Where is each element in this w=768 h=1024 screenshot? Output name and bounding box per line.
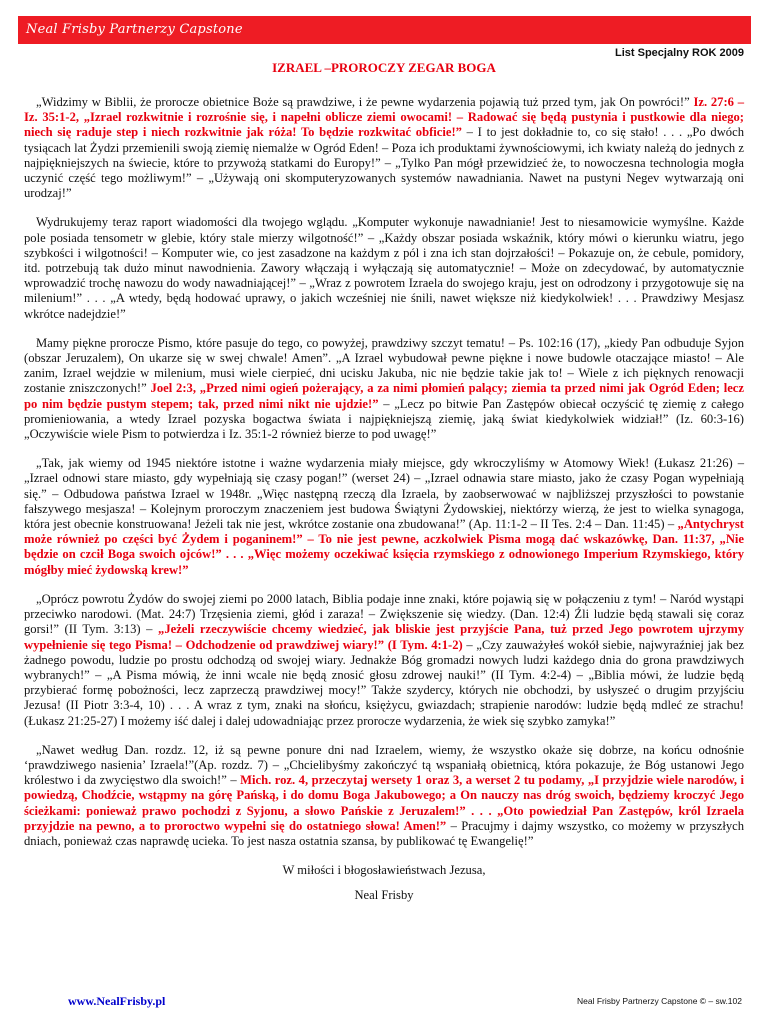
letter-body bbox=[24, 95, 744, 914]
paragraph-4-text: „Tak, jak wiemy od 1945 niektóre istotne i ważne wydarzenia miały miejsce, gdy wkroczyliśmy w Atomowy Wiek! (Łukasz 21:26) – „Izrael odnowi stare miasto, gdy wypełniają się czasy pogan!” (werset 24) – „Izrael odnawia stare miasto, jako że czasy Pogan wypełniają się.” – Odbudowa państwa Izrael w 1948r. „Więc następną rzeczą dla Izraela, by zaobserwować w najbliższej przyszłości to powstanie fałszywego mesjasza! – Kolejnym proroczym znaczeniem jest budowa Świątyni Żydowskiej, niektórzy wierzą, że jest to wielka synagoga, która jest obecnie konstruowana! Jeżeli tak nie jest, wkrótce zostanie ona zbudowana!” (Ap. 11:1-2 – II Tes. 2:4 – Dan. 11:45) – bbox=[24, 456, 744, 532]
paragraph-1-scripture: Iz. 27:6 – Iz. 35:1-2, „Izrael rozkwitnie i rozrośnie się, i napełni oblicze ziemi owocami! – Radować się będą pustynia i pustkowie dla niego; niech się raduje step i niech rozkwitnie jak róża! To będzie rozkwitać obficie!” bbox=[24, 95, 744, 140]
paragraph-1-text: „Widzimy w Biblii, że prorocze obietnice Boże są prawdziwe, i że pewne wydarzenia pojawią tuż przed tym, jak On powróci!” bbox=[36, 95, 694, 109]
closing-line: W miłości i błogosławieństwach Jezusa, bbox=[282, 863, 486, 878]
paragraph-5 bbox=[24, 592, 744, 729]
paragraph-3-scripture: Joel 2:3, „Przed nimi ogień pożerający, a za nimi płomień palący; ziemia ta przed nimi jak Ogród Eden; lecz po nim będzie pustym stepem; tak, przed nimi nikt nie ujdzie!” bbox=[24, 381, 744, 411]
footer-copyright: Neal Frisby Partnerzy Capstone © – sw.102 bbox=[576, 996, 742, 1006]
paragraph-3-text-end: – „Lecz po bitwie Pan Zastępów obiecał oczyścić tę ziemię z całego promieniowania, a wtedy Izrael pozyska bogactwa świata i najpiękniejszą ziemię, jaką świat kiedykolwiek widział!” (Iz. 60:3-16) „Oczywiście wiele Pism to potwierdza i Iz. 35:1-2 również bierze to pod uwagę!” bbox=[24, 396, 744, 442]
header-bar bbox=[18, 16, 751, 44]
paragraph-6-text: „Nawet według Dan. rozdz. 12, iż są pewne ponure dni nad Izraelem, wiemy, że wszystko okaże się dobrze, na końcu odnośnie ‘prawdziwego nasienia’ Izraela!”(Ap. rozdz. 7) – „Chcielibyśmy zakończyć tą wspaniałą obietnicą, która pokazuje, że Bóg ustanowi Jego królestwo i da zwycięstwo dla swoich!” – bbox=[24, 742, 744, 788]
paragraph-4-scripture: „Antychryst może również po części być Żydem i poganinem!” – To nie jest pewne, aczkolwiek Pisma mogą dać wskazówkę, Dan. 11:37, „Nie będzie on czcił Boga swoich ojców!” . . . „Więc możemy oczekiwać księcia rzymskiego z odnowionego Imperium Rzymskiego, który mógłby mieć żydowską krew!” bbox=[24, 517, 744, 577]
special-letter-label: List Specjalny ROK 2009 bbox=[615, 47, 744, 59]
header-title: Neal Frisby Partnerzy Capstone bbox=[26, 22, 243, 37]
signature: Neal Frisby bbox=[354, 888, 414, 903]
paragraph-6-text-end: – Pracujmy i dajmy wszystko, co możemy w przyszłych dniach, ponieważ czas naprawdę ucieka. To jest nasza ostatnia szansa, by publikować tę Ewangelię!” bbox=[24, 818, 744, 848]
paragraph-3-text: Mamy piękne prorocze Pismo, które pasuje do tego, co powyżej, prawdziwy szczyt tematu! – Ps. 102:16 (17), „kiedy Pan odbuduje Syjon (obszar Jeruzalem), On ukarze się w swej chwale! Amen”. „A Izrael wybudował pewne piękne i nowe budowle otaczające miasto! – Ale zanim, Izrael wejdzie w milenium, musi wiele cierpieć, dni ucisku Jakuba, nic nie będzie takie jak to! – Wiele z ich pięknych renowacji zostanie zniszczonych!” bbox=[24, 335, 744, 396]
paragraph-6-scripture: Mich. roz. 4, przeczytaj wersety 1 oraz 3, a werset 2 tu podamy, „I przyjdzie wiele narodów, i powiedzą, Chodźcie, wstąpmy na górę Pańską, i do domu Boga Jakubowego; a On nauczy nas dróg swoich, będziemy kroczyć Jego ścieżkami: ponieważ prawo pochodzi z Syjonu, a słowo Pańskie z Jeruzalem!” . . . „Oto powiedział Pan Zastępów, król Izraela przyjdzie na pewno, a to proroctwo wypełni się do ostatniego słowa! Amen!” bbox=[24, 773, 744, 833]
paragraph-2: Wydrukujemy teraz raport wiadomości dla twojego wglądu. „Komputer wykonuje nawadnianie! Jest to niesamowicie wymyślne. Każde pole posiada tensometr w glebie, który stale mierzy wilgotność!” – „Każdy obszar posiada wskaźnik, który mówi o kierunku wiatru, jego szybkości i wilgotności! – Komputer wie, co jest zasadzone na każdym z pól i zna ich stan dojrzałości! – Pokazuje on, że cebule, pomidory, itd. potrzebują tak dużo minut nawodnienia. Zawory włączają i wyłączają się automatycznie! – Może on zdecydować, by automatycznie wprowadzić trochę nawozu do wody nawadniającej!” – „Wraz z powrotem Izraela do swojego kraju, jest on odrodzony i przygotowuje się na milenium!” . . . „A wtedy, będą hodować uprawy, o jakich wcześniej nie śnili, nawet większe niż kiedykolwiek! . . . Prawdziwy Mesjasz wkrótce nadejdzie!” bbox=[24, 215, 744, 321]
paragraph-5-text: „Oprócz powrotu Żydów do swojej ziemi po 2000 latach, Biblia podaje inne znaki, które pojawią się w połączeniu z tym! – Naród wystąpi przeciwko narodowi. (Mat. 24:7) Trzęsienia ziemi, głód i zaraza! – Zwiększenie się wiedzy. (Dan. 12:4) Źli ludzie będą stawali się coraz gorsi!” (II Tym. 3:13) – bbox=[24, 591, 744, 637]
paragraph-6 bbox=[24, 743, 744, 849]
paragraph-5-text-end: – „Czy zauważyłeś wokół siebie, najwyraźniej jak bez żadnego powodu, ludzie po prostu odchodzą od swojej wiary. Jednakże Bóg gromadzi nowych ludzi każdego dnia do grona prawdziwych wybranych!” – „A Pisma mówią, że inni wcale nie będą znosić głosu zdrowej nauki!” (II Tym. 4:2-4) – „Biblia mówi, że ludzie będą przybierać formę pobożności, lecz zaprzeczą prawdziwej mocy!” Także szydercy, których nie obchodzi, by usłyszeć o drugim przyjściu Jezusa! (II Piotr 3:3-4, 10) . . . A wraz z tym, znaki na słońcu, księżycu, gwiazdach; strapienie narodów: ludzie będą mdleć ze strachu! (Łukasz 21:25-27) I możemy iść dalej i dalej udowadniając przez prorocze wydarzenia, że wiek się szybko zamyka!” bbox=[24, 637, 744, 728]
paragraph-1-text-end: – I to jest dokładnie to, co się stało! . . . „Po dwóch tysiącach lat Żydzi przemienili swoją ziemię niemalże w Ogród Eden! – Poza ich produktami żywnościowymi, ich kwiaty należą do jednych z najpiękniejszych na świecie, które to przywożą statkami do Europy!” – „Tylko Pan mógł przewidzieć że, to nowoczesna technologia mogła uczynić część tego możliwym!” – „Używają oni skomputeryzowanych systemów nawadniania. Nawet na pustyni Negev wytwarzają oni urodzaj!” bbox=[24, 125, 744, 201]
paragraph-4 bbox=[24, 456, 744, 578]
paragraph-1 bbox=[24, 95, 744, 201]
website-link[interactable]: www.NealFrisby.pl bbox=[68, 994, 166, 1008]
paragraph-3 bbox=[24, 336, 744, 442]
document-title: IZRAEL –PROROCZY ZEGAR BOGA bbox=[272, 60, 496, 75]
paragraph-5-scripture: „Jeżeli rzeczywiście chcemy wiedzieć, jak bliskie jest przyjście Pana, tuż przed Jego powrotem ujrzymy wypełnienie się tego Pisma! – Odchodzenie od prawdziwej wiary!” (I Tym. 4:1-2) bbox=[24, 622, 744, 652]
